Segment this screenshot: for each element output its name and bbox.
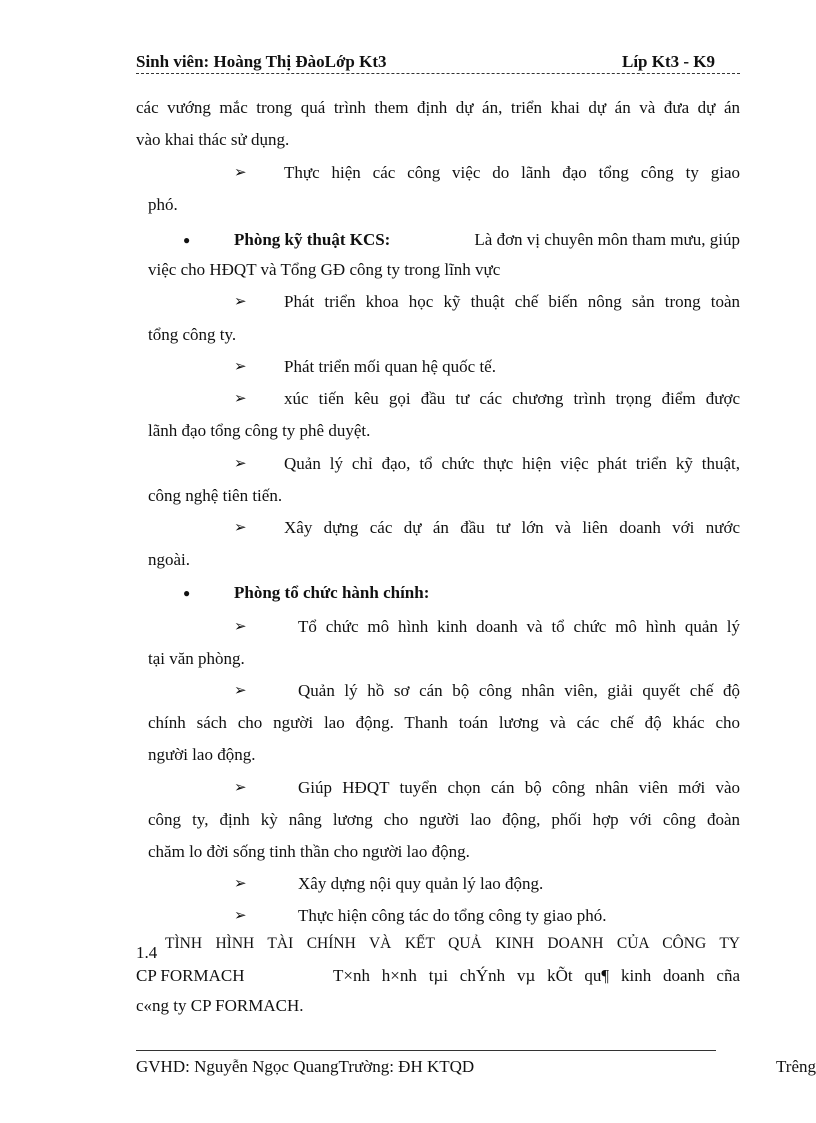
footer-page: Trêng: [776, 1057, 816, 1076]
text-line: chính sách cho người lao động. Thanh toán lương và các chế độ khác cho: [148, 713, 740, 732]
section-title: TÌNH HÌNH TÀI CHÍNH VÀ KẾT QUẢ KINH DOANH CỦA CÔNG TY: [165, 935, 740, 952]
arrow-bullet-icon: ➢: [234, 908, 247, 924]
text-line: xúc tiến kêu gọi đầu tư các chương trình trọng điểm được: [284, 389, 740, 408]
heading-kcs: Phòng kỹ thuật KCS:: [234, 230, 391, 249]
text-line: vào khai thác sử dụng.: [136, 130, 290, 149]
arrow-bullet-icon: ➢: [234, 294, 247, 310]
text-line: phó.: [148, 195, 178, 214]
round-bullet-icon: ●: [183, 233, 191, 247]
arrow-bullet-icon: ➢: [234, 780, 247, 796]
footer-rule: [136, 1050, 716, 1051]
text-line: tổng công ty.: [148, 325, 237, 344]
text-line: ngoài.: [148, 550, 191, 569]
text-line: Xây dựng các dự án đầu tư lớn và liên doanh với nước: [284, 518, 740, 537]
text-line: công nghệ tiên tiến.: [148, 486, 283, 505]
text-line: Giúp HĐQT tuyển chọn cán bộ công nhân viên mới vào: [298, 778, 740, 797]
arrow-bullet-icon: ➢: [234, 683, 247, 699]
text-line: tại văn phòng.: [148, 649, 245, 668]
text-line: chăm lo đời sống tinh thần cho người lao động.: [148, 842, 470, 861]
text-span: Là đơn vị chuyên môn tham mưu, giúp: [474, 230, 740, 249]
text-line: Tổ chức mô hình kinh doanh và tổ chức mô hình quản lý: [298, 617, 740, 636]
arrow-bullet-icon: ➢: [234, 456, 247, 472]
arrow-bullet-icon: ➢: [234, 391, 247, 407]
section-title-cont: CP FORMACH: [136, 966, 245, 985]
header-rule: [136, 73, 740, 74]
garbled-text-line: c«ng ty CP FORMACH.: [136, 996, 304, 1015]
garbled-text-line: T×nh h×nh tµi chÝnh vµ kÕt qu¶ kinh doanh cña: [333, 966, 740, 985]
arrow-bullet-icon: ➢: [234, 876, 247, 892]
text-line: Thực hiện công tác do tổng công ty giao phó.: [298, 906, 607, 925]
text-line: [234, 229, 740, 251]
header-student: Sinh viên: Hoàng Thị ĐàoLớp Kt3: [136, 52, 387, 71]
text-line: các vướng mắc trong quá trình them định dự án, triển khai dự án và đưa dự án: [136, 98, 740, 117]
text-line: công ty, định kỳ nâng lương cho người lao động, phối hợp với công đoàn: [148, 810, 740, 829]
text-line: người lao động.: [148, 745, 256, 764]
text-line: Phát triển mối quan hệ quốc tế.: [284, 357, 496, 376]
text-line: Quản lý chỉ đạo, tổ chức thực hiện việc phát triển kỹ thuật,: [284, 454, 740, 473]
text-line: Quản lý hồ sơ cán bộ công nhân viên, giải quyết chế độ: [298, 681, 740, 700]
round-bullet-icon: ●: [183, 586, 191, 600]
text-line: việc cho HĐQT và Tổng GĐ công ty trong lĩnh vực: [148, 260, 501, 279]
header-class: Líp Kt3 - K9: [622, 52, 716, 71]
text-line: Xây dựng nội quy quản lý lao động.: [298, 874, 544, 893]
footer-supervisor: GVHD: Nguyễn Ngọc QuangTrường: ĐH KTQD: [136, 1057, 475, 1076]
text-line: Thực hiện các công việc do lãnh đạo tổng công ty giao: [284, 163, 740, 182]
text-line: Phát triển khoa học kỹ thuật chế biến nông sản trong toàn: [284, 292, 740, 311]
arrow-bullet-icon: ➢: [234, 165, 247, 181]
text-line: lãnh đạo tổng công ty phê duyệt.: [148, 421, 371, 440]
arrow-bullet-icon: ➢: [234, 359, 247, 375]
arrow-bullet-icon: ➢: [234, 520, 247, 536]
arrow-bullet-icon: ➢: [234, 619, 247, 635]
heading-admin: Phòng tổ chức hành chính:: [234, 583, 430, 602]
section-number: 1.4: [136, 943, 158, 962]
